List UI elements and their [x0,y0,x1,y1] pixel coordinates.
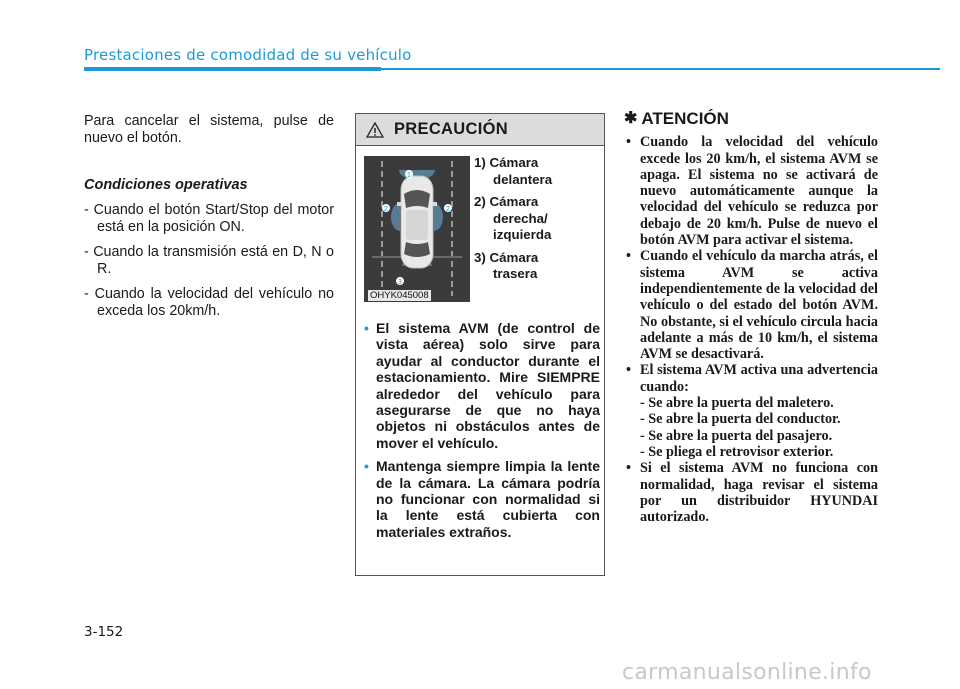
caution-box [355,113,605,576]
camera-item-rear [474,250,602,283]
warning-condition: - Se pliega el retrovisor exterior. [640,443,834,460]
condition-item: - Cuando la transmisión está en D, N o R. [84,244,334,277]
camera-number: 2) [474,194,486,209]
caution-bullet-text: Mantenga siempre limpia la lente de la cámara. La cámara podría no funcionar con normalidad si la lente está cubierta con materiales extraños. [376,458,600,540]
camera-label: delantera [493,171,553,187]
camera-label: derecha/ [493,210,548,226]
caution-bullet [364,320,600,451]
warning-condition: - Se abre la puerta del maletero. [640,395,834,412]
page-number: 3-152 [84,624,124,640]
figure-code: OHYK045008 [370,290,429,301]
camera-item-side [474,194,602,244]
attention-item-text: Cuando el vehículo da marcha atrás, el sistema AVM se activa independientemente de la velocidad del vehículo o del estado del botón AVM. No obstante, si el vehículo circula hacia adelante a más de 10 km/h, el sistema AVM se desactivará. [640,248,878,363]
intro-paragraph: Para cancelar el sistema, pulse de nuevo el botón. [84,113,334,146]
attention-item-text: Cuando la velocidad del vehículo excede los 20 km/h, el sistema AVM se apaga. El sistema no se activará de nuevo automáticamente aunque la velocidad del vehículo se reduzca por debajo de 20 km/h. Pulse de nuevo el botón AVM para activar el sistema. [640,134,878,249]
bullet-icon: • [364,320,369,336]
conditions-list [84,202,334,320]
bullet-icon: • [626,460,631,477]
attention-item [624,134,878,248]
condition-item: - Cuando la velocidad del vehículo no exceda los 20km/h. [84,286,334,319]
bullet-icon: • [626,134,631,151]
camera-label: Cámara [489,194,539,209]
header-rule-thin [381,68,940,70]
camera-item-front [474,155,602,188]
attention-item [624,460,878,525]
caution-bullet [364,458,600,540]
watermark: carmanualsonline.info [622,660,872,685]
svg-text:2: 2 [446,206,450,213]
caution-header [356,114,604,146]
camera-label: Cámara [489,155,539,170]
svg-text:1: 1 [407,172,411,179]
attention-heading [624,111,878,127]
header-rule [84,67,940,70]
camera-label: trasera [493,266,538,281]
camera-label: Cámara [489,249,539,265]
svg-text:2: 2 [384,206,388,213]
section-title: Prestaciones de comodidad de su vehículo [84,46,412,64]
bullet-icon: • [626,248,631,265]
bullet-icon: • [364,458,369,475]
camera-list [474,155,602,289]
camera-number: 3) [474,249,486,265]
bullet-icon: • [626,362,631,379]
svg-text:3: 3 [398,279,402,286]
camera-label: izquierda [493,227,552,242]
attention-item-text: Si el sistema AVM no funciona con normalidad, haga revisar el sistema por un distribuidor HYUNDAI autorizado. [640,460,878,526]
car-top-view-illustration [364,156,470,302]
left-column [84,113,334,328]
caution-bullet-text: El sistema AVM (de control de vista aérea) solo sirve para ayudar al conductor durante el estacionamiento. Mire SIEMPRE alrededor del vehículo para asegurarse de que no haya objetos ni obstáculos antes de mover el vehículo. [376,320,600,451]
avm-camera-diagram [364,156,470,302]
attention-item [624,248,878,362]
caution-bullets [364,320,600,547]
header-rule-thick [84,67,381,71]
attention-item-text: El sistema AVM activa una advertencia cuando: [640,362,878,395]
warning-condition: - Se abre la puerta del pasajero. [640,427,833,444]
attention-title: ATENCIÓN [641,109,729,128]
asterisk-icon: ✱ [624,110,638,127]
attention-item-warnings [624,362,878,460]
condition-item: - Cuando el botón Start/Stop del motor está en la posición ON. [84,202,334,235]
attention-section [624,111,878,525]
warning-triangle-icon [366,122,384,138]
camera-number: 1) [474,155,486,170]
warning-condition: - Se abre la puerta del conductor. [640,411,841,428]
caution-title: PRECAUCIÓN [394,120,508,138]
conditions-heading: Condiciones operativas [84,177,248,193]
